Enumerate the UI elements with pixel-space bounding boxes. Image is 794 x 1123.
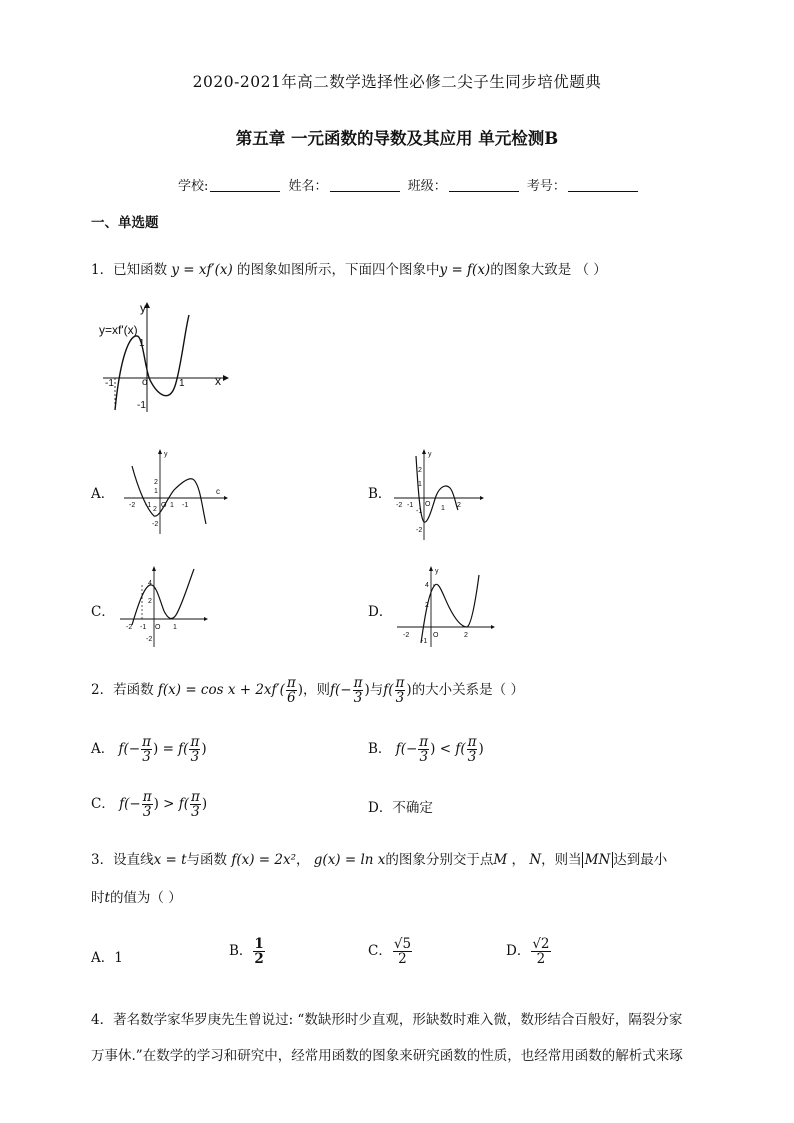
opt-d-tick: -1 [421,638,428,645]
option-text: 不确定 [392,800,433,816]
frac-num: π [190,734,200,750]
opt-a-tick: 2 [153,506,157,513]
option-label: D． [506,943,531,959]
q3-line-expr: x = t [153,852,187,868]
question-3-line-2 [91,886,182,906]
frac-num: π [286,675,296,691]
question-2: 2．若函数 f(x) = cos x + 2xf′( $\frac{\pi}{6}$ )，则f(− $\frac{\pi}{3}$ )与f( $\frac{\pi}{3}$ )的大小关系是（ ） [91,675,524,706]
q4-line-1: 著名数学家华罗庚先生曾说过: “数缺形时少直观，形缺数时难入微，数形结合百般好，隔裂分家 [113,1012,683,1028]
option-label: C． [91,796,115,812]
opt-b-tick: -1 [407,502,414,509]
opt-d-tick: 2 [464,632,468,639]
q2-frac-pi-3 [353,676,364,705]
opt-b-tick: O [425,501,431,508]
frac-num: π [142,789,152,805]
option-frac [467,735,478,764]
q1-graph-tick: -1 [137,400,146,411]
frac-den: 2 [398,951,407,967]
option-frac [418,735,429,764]
option-frac [142,790,153,819]
option-expr: f( [178,796,190,812]
class-blank[interactable] [449,179,519,192]
opt-a-tick: 1 [154,488,158,495]
q1-graph-label: y=xf'(x) [99,323,138,337]
exam-no-blank[interactable] [568,179,638,192]
option-expr: f( [178,741,189,757]
q1-option-d-graph[interactable] [395,565,505,650]
school-blank[interactable] [210,179,280,192]
page-title: 2020-2021年高二数学选择性必修二尖子生同步培优题典 [192,73,602,91]
q3-text-f: 时 [91,890,105,906]
q3-option-d[interactable] [506,937,552,966]
q1-text-b: 的图象如图所示，下面四个图象中 [237,262,440,278]
q1-option-c-label[interactable]: C． [91,604,115,620]
q1-graph-tick: 1 [179,378,185,389]
question-4-line-2: 万事休.”在数学的学习和研究中，经常用函数的图象来研究函数的性质，也经常用函数的解析式来琢 [91,1048,683,1064]
q1-text-c: 的图象大致是 （ ） [490,262,607,278]
q3-f-expr: f(x) = 2x² [231,852,296,868]
opt-c-tick: -2 [126,624,133,631]
opt-a-tick: -2 [129,502,136,509]
option-label: C． [368,943,392,959]
q3-abs-mn: MN [582,852,614,868]
q3-text-e: 达到最小 [613,852,668,868]
frac-den: 3 [190,749,200,765]
opt-c-tick: 4 [148,580,152,587]
frac-den: 2 [254,951,264,967]
opt-b-tick: -1 [416,508,423,515]
opt-b-tick: 2 [418,467,422,474]
q3-option-a[interactable] [91,946,123,966]
q1-option-a-label[interactable]: A． [91,486,115,502]
q3-option-b[interactable] [229,937,266,966]
question-4-line-1 [91,1008,682,1028]
frac-num: π [353,675,363,691]
q1-func-expr2: y = f(x) [439,262,491,278]
q3-option-c[interactable] [368,937,413,966]
opt-a-tick: -1 [145,502,152,509]
option-label: A． [91,741,115,757]
section-title: 一、单选题 [91,215,159,231]
exam-no-label: 考号： [526,179,566,194]
q3-text-a: 设直线 [113,852,154,868]
option-label: A． [91,950,115,966]
q2-frac-pi-3 [395,676,406,705]
option-frac [531,937,550,966]
q2-text-b: ，则 [303,682,331,698]
q2-text-d: 的大小关系是（ ） [411,682,524,698]
q2-expr-c: f( [383,682,394,698]
option-frac [393,937,412,966]
q1-graph-tick: 1 [139,338,145,349]
opt-d-tick: 4 [425,582,429,589]
frac-den: 3 [419,749,429,765]
option-label: D． [368,800,393,816]
q1-main-graph [95,300,235,420]
frac-num: π [467,734,477,750]
q1-option-b-graph[interactable] [392,448,492,543]
question-1 [91,258,607,278]
frac-num: √2 [532,936,550,952]
q2-option-a[interactable]: A． f(− $\frac{\pi}{3}$ ) = f( $\frac{\pi}{3}$ ) [91,734,207,765]
q2-option-c[interactable]: C． f(− $\frac{\pi}{3}$ ) > f( $\frac{\pi}{3}$ ) [91,789,208,820]
option-relation: = [162,741,174,757]
opt-b-tick: -2 [416,527,423,534]
opt-b-tick: 2 [457,502,461,509]
class-label: 班级： [407,179,447,194]
opt-a-tick: -1 [182,502,189,509]
chapter-title: 第五章 一元函数的导数及其应用 单元检测B [235,129,559,148]
option-relation: > [163,796,175,812]
option-expr: f( [455,741,466,757]
option-frac [190,790,201,819]
q3-text-c: 的图象分别交于点 [385,852,494,868]
opt-c-tick: 1 [173,624,177,631]
q2-frac-pi-6 [286,676,297,705]
frac-num: √5 [393,936,412,952]
student-info-row [178,175,642,194]
frac-den: 3 [467,749,477,765]
opt-a-tick: y [164,451,168,458]
opt-b-tick: y [428,451,432,458]
q1-option-d-label[interactable]: D． [368,604,393,620]
q3-g-expr: g(x) = ln x [313,852,386,868]
q1-text-a: 已知函数 [113,262,168,278]
opt-a-tick: 1 [170,502,174,509]
option-frac [253,937,264,966]
frac-den: 6 [287,690,296,706]
opt-c-tick: 2 [148,598,152,605]
opt-b-tick: 1 [418,481,422,488]
opt-c-tick: -2 [146,636,153,643]
frac-num: π [191,789,200,805]
q2-text-a: 若函数 [113,682,154,698]
q1-option-a-graph[interactable] [120,448,235,538]
frac-den: 3 [395,690,405,706]
name-label: 姓名： [288,179,328,194]
opt-a-tick: c [216,487,220,496]
question-number: 3． [91,852,114,868]
frac-num: π [142,734,151,750]
option-frac [189,735,200,764]
opt-d-tick: -2 [403,632,410,639]
question-number: 2． [91,682,114,698]
q3-text-b: 与函数 [186,852,228,868]
option-expr: f(− [395,741,418,757]
q1-graph-x-axis: x [215,374,221,388]
q2-option-b[interactable]: B． f(− $\frac{\pi}{3}$ ) < f( $\frac{\pi}{3}$ ) [368,734,484,765]
q2-option-d[interactable] [368,796,433,816]
q1-option-c-graph[interactable] [118,565,213,650]
opt-a-tick: 2 [154,479,158,486]
frac-den: 3 [142,749,151,765]
q3-point-m: M [493,852,508,868]
option-frac [141,735,152,764]
frac-den: 2 [536,951,546,967]
question-number: 1． [91,262,114,278]
q1-graph-tick: -1 [105,378,114,389]
opt-c-tick: O [155,624,161,631]
frac-den: 3 [142,804,152,820]
opt-b-tick: -2 [396,502,403,509]
q1-option-b-label[interactable]: B． [368,486,392,502]
q2-expr-b: f(− [330,682,352,698]
q1-graph-y-axis: y [140,301,146,315]
frac-num: 1 [254,936,264,952]
q3-text-g: 的值为（ ） [109,890,182,906]
q3-point-n: N [529,852,542,868]
q2-text-c: 与 [369,682,384,698]
opt-d-tick: y [435,568,439,575]
opt-b-tick: 1 [441,505,445,512]
option-expr: f(− [119,796,141,812]
opt-a-tick: O [161,502,167,509]
name-blank[interactable] [330,179,400,192]
option-value: 1 [114,950,123,966]
option-relation: < [439,741,452,757]
q1-graph-tick: o [142,377,148,388]
q3-text-d: ，则当 [541,852,582,868]
question-number: 4． [91,1012,114,1028]
frac-num: π [395,675,405,691]
frac-num: π [419,734,429,750]
frac-den: 3 [353,690,363,706]
opt-d-tick: 2 [425,602,429,609]
q3-var-t: t [104,890,110,906]
option-label: B． [368,741,392,757]
frac-den: 3 [191,804,200,820]
option-label: B． [229,943,253,959]
question-3-line-1: 3．设直线x = t与函数 f(x) = 2x²， g(x) = ln x的图象分别交于点M ， N，则当 MN 达到最小 [91,852,668,868]
option-expr: f(− [118,741,141,757]
q1-func-expr: y = xf′(x) [171,262,233,278]
school-label: 学校: [178,179,209,194]
opt-c-tick: -1 [140,624,147,631]
opt-a-tick: -2 [152,521,159,528]
opt-d-tick: O [433,632,439,639]
q2-expr-a: f(x) = cos x + 2xf′( [157,682,285,698]
